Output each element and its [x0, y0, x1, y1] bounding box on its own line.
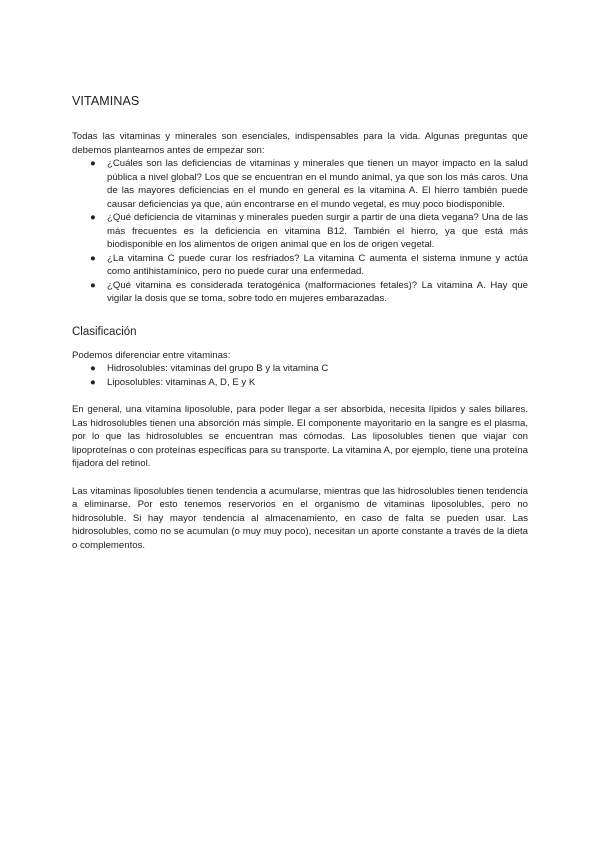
- list-item-text: ¿Qué deficiencia de vitaminas y minerales pueden surgir a partir de una dieta vegana? Una de las más frecuentes es la deficiencia en vitamina B12. También el hierro, ya que está más biodisponible en los alimentos de origen animal que en los de origen vegetal.: [107, 212, 528, 250]
- list-item: [72, 279, 528, 306]
- bullet-icon: ●: [90, 376, 96, 388]
- list-item: [72, 252, 528, 279]
- classes-list: [72, 362, 528, 389]
- bullet-icon: ●: [90, 252, 96, 264]
- list-item: [72, 157, 528, 211]
- storage-paragraph: Las vitaminas liposolubles tienen tendencia a acumularse, mientras que las hidrosolubles tienen tendencia a eliminarse. Por esto tenemos reservorios en el organismo de vitaminas liposolubles, pero no hidrosoluble. Si hay mayor tendencia al almacenamiento, en caso de falta se pueden usar. Las hidrosolubles, como no se acumulan (o muy muy poco), necesitan un aporte constante a través de la dieta o complementos.: [72, 485, 528, 551]
- bullet-icon: ●: [90, 363, 96, 374]
- bullet-icon: ●: [90, 158, 96, 169]
- absorption-paragraph: En general, una vitamina liposoluble, para poder llegar a ser absorbida, necesita lípidos y sales biliares. Las hidrosolubles tienen una absorción más simple. El componente mayoritario en la sangre es el plasma, por lo que las hidrosolubles se encuentran mas cómodas. Las liposolubles tienen que viajar con lipoproteínas o con proteínas específicas para su transporte. La vitamina A, por ejemplo, tiene una proteína fijadora del retinol.: [72, 404, 528, 469]
- list-item-text: ¿Qué vitamina es considerada teratogénica (malformaciones fetales)? La vitamina A. Hay que vigilar la dosis que se toma, sobre todo en mujeres embarazadas.: [107, 279, 528, 304]
- list-item-text: ¿Cuáles son las deficiencias de vitaminas y minerales que tienen un mayor impacto en la salud pública a nivel global? Los que se encuentran en el mundo animal, ya que son los más caros. Una de las mayores deficiencias en el mundo en general es la vitamina A. El hierro también puede causar deficiencias ya que, aún encontrarse en el mundo vegetal, es muy poco biodisponible.: [107, 158, 528, 210]
- list-item: [72, 362, 528, 376]
- section-title: Clasificación: [72, 325, 137, 338]
- list-item-text: Liposolubles: vitaminas A, D, E y K: [107, 376, 256, 388]
- bullet-icon: ●: [90, 212, 96, 223]
- questions-list: [72, 157, 528, 306]
- list-item-text: ¿La vitamina C puede curar los resfriados? La vitamina C aumenta el sistema inmune y actúa como antihistamínico, pero no puede curar una enfermedad.: [107, 252, 528, 277]
- list-item-text: Hidrosolubles: vitaminas del grupo B y la vitamina C: [107, 363, 329, 374]
- list-item: [72, 211, 528, 252]
- list-item: [72, 376, 528, 390]
- bullet-icon: ●: [90, 279, 96, 291]
- intro-paragraph: Todas las vitaminas y minerales son esenciales, indispensables para la vida. Algunas preguntas que debemos plantearnos antes de empezar son:: [72, 131, 528, 156]
- page-title: VITAMINAS: [72, 94, 140, 108]
- document-page: [72, 94, 528, 552]
- classification-intro: Podemos diferenciar entre vitaminas:: [72, 349, 231, 361]
